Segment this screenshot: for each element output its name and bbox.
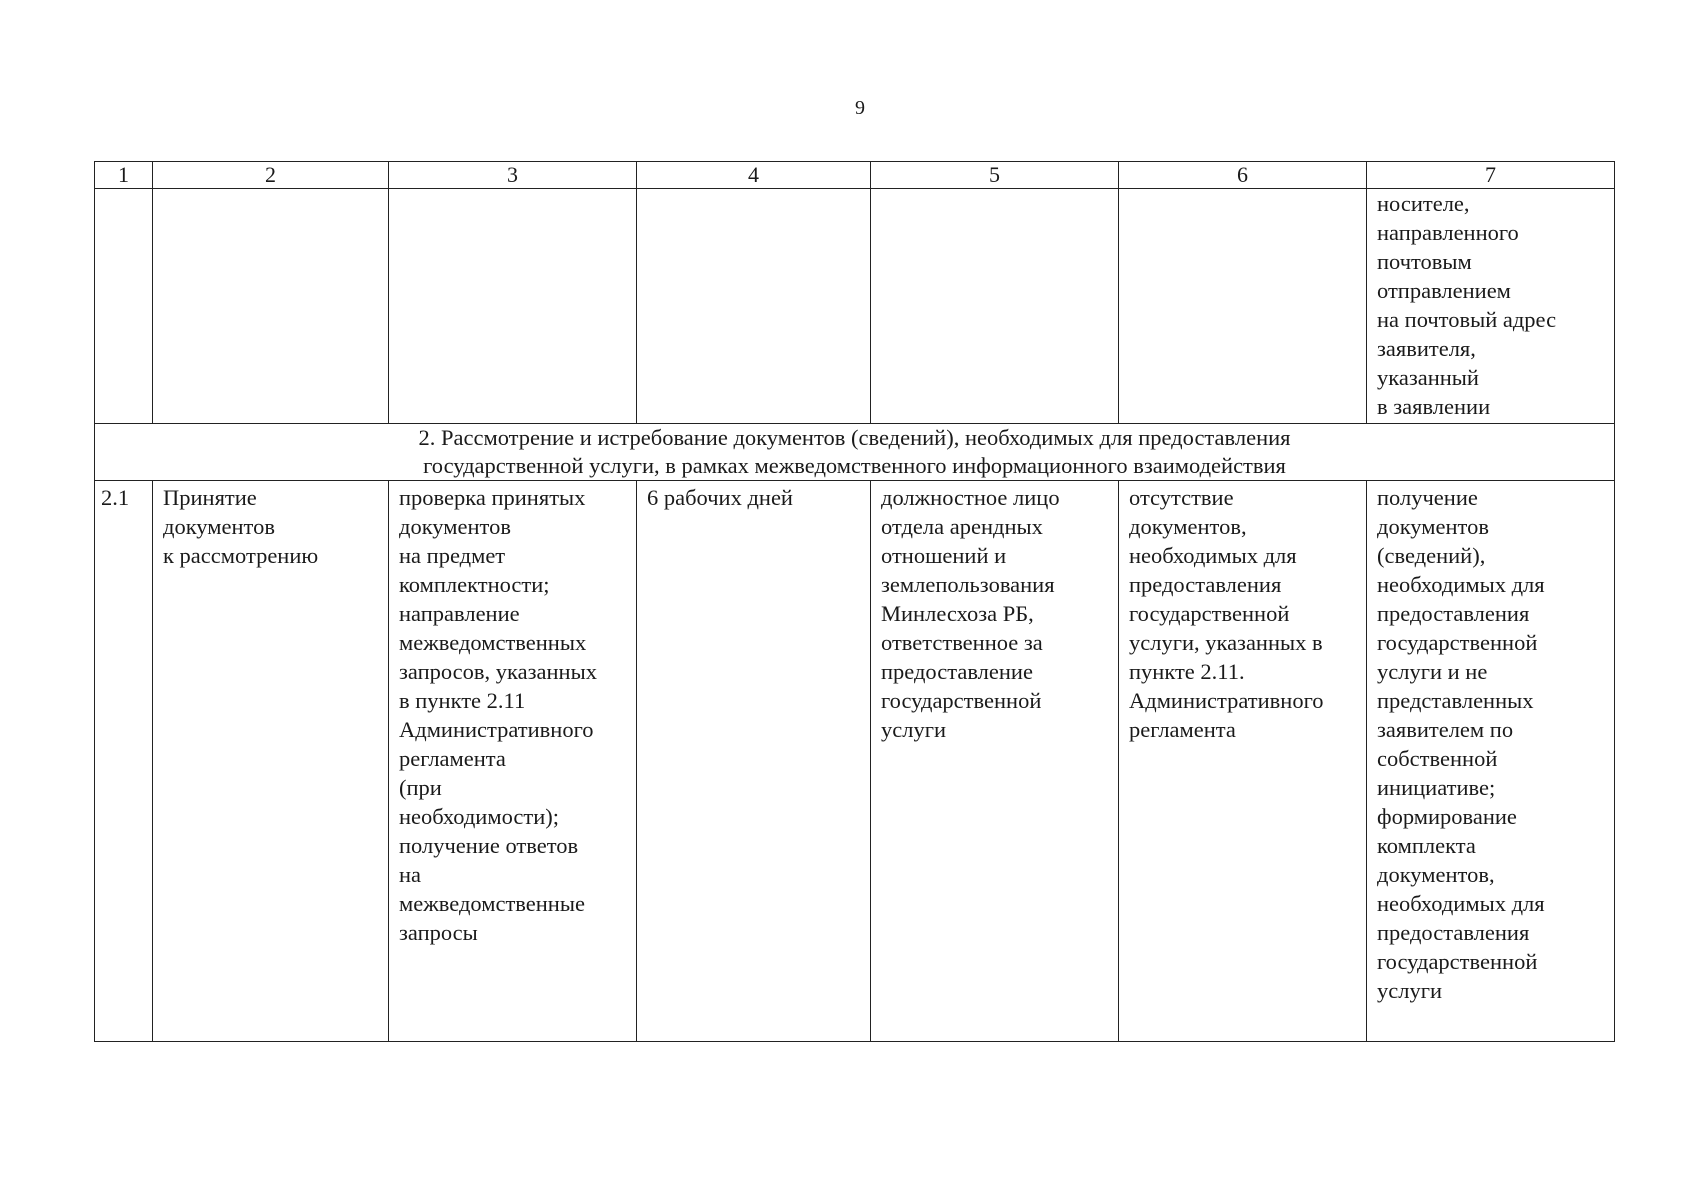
continuation-row bbox=[95, 189, 1615, 424]
criteria-cell: отсутствие документов, необходимых для предоставления государственной услуги, указанных в пункте 2.11. Административного регламента bbox=[1119, 481, 1367, 1042]
section-header-row bbox=[95, 424, 1615, 481]
table-cell bbox=[389, 189, 637, 424]
column-number-cell: 2 bbox=[153, 162, 389, 189]
responsible-person-cell: должностное лицо отдела арендных отношений и землепользования Минлесхоза РБ, ответственное за предоставление государственной услуги bbox=[871, 481, 1119, 1042]
table-cell bbox=[1119, 189, 1367, 424]
column-number-cell: 4 bbox=[637, 162, 871, 189]
procedure-name-cell: Принятие документов к рассмотрению bbox=[153, 481, 389, 1042]
procedure-table bbox=[94, 161, 1615, 1042]
table-cell bbox=[871, 189, 1119, 424]
continuation-result-cell: носителе, направленного почтовым отправлением на почтовый адрес заявителя, указанный в заявлении bbox=[1367, 189, 1615, 424]
column-number-cell: 7 bbox=[1367, 162, 1615, 189]
column-number-cell: 6 bbox=[1119, 162, 1367, 189]
column-number-cell: 5 bbox=[871, 162, 1119, 189]
column-number-cell: 3 bbox=[389, 162, 637, 189]
table-cell bbox=[95, 189, 153, 424]
row-number-cell: 2.1 bbox=[95, 481, 153, 1042]
duration-cell: 6 рабочих дней bbox=[637, 481, 871, 1042]
table-cell bbox=[153, 189, 389, 424]
procedure-content-cell: проверка принятых документов на предмет комплектности; направление межведомственных запросов, указанных в пункте 2.11 Административного регламента (при необходимости); получение ответов на межведомственные запросы bbox=[389, 481, 637, 1042]
page-number: 9 bbox=[855, 97, 865, 119]
section-header: 2. Рассмотрение и истребование документов (сведений), необходимых для предоставления государственной услуги, в рамках межведомственного информационного взаимодействия bbox=[95, 424, 1615, 481]
result-cell: получение документов (сведений), необходимых для предоставления государственной услуги и не представленных заявителем по собственной инициативе; формирование комплекта документов, необходимых для предоставления государственной услуги bbox=[1367, 481, 1615, 1042]
column-number-row bbox=[95, 162, 1615, 189]
table-cell bbox=[637, 189, 871, 424]
column-number-cell: 1 bbox=[95, 162, 153, 189]
table-row bbox=[95, 481, 1615, 1042]
